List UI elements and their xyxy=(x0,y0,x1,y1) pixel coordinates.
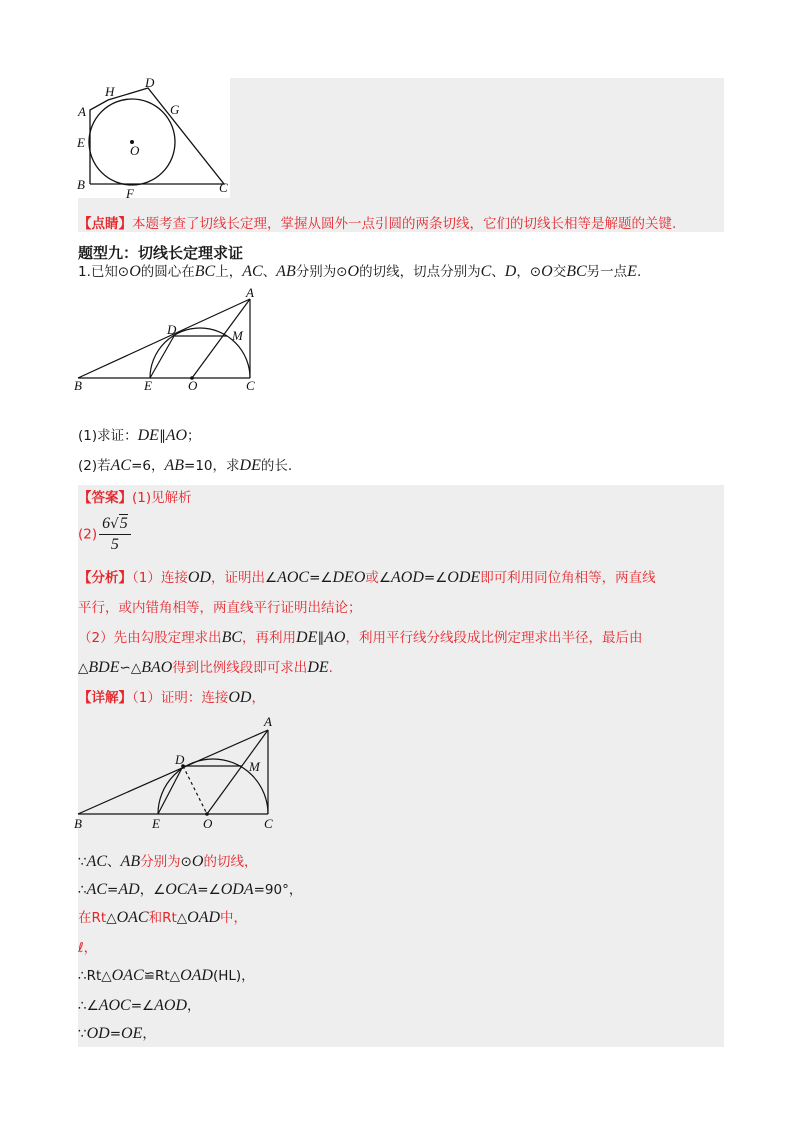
label-E: E xyxy=(152,816,160,831)
label-O: O xyxy=(203,816,213,831)
figure-problem xyxy=(72,288,272,394)
answer-line-1: 【答案】(1)见解析 xyxy=(78,490,192,506)
label-O: O xyxy=(188,378,198,393)
label-D: D xyxy=(167,322,177,337)
dianjing-text: 本题考查了切线长定理，掌握从圆外一点引圆的两条切线，它们的切线长相等是解题的关键. xyxy=(132,216,677,232)
dianjing-line xyxy=(78,214,676,234)
detail-tag: 【详解】 xyxy=(78,690,132,706)
detail-step-2: ∴AC=AD，∠OCA=∠ODA=90°， xyxy=(78,881,303,898)
analysis-line-3: （2）先由勾股定理求出BC，再利用DE∥AO，利用平行线分线段成比例定理求出半径，最后由 xyxy=(78,629,643,646)
detail-step-3: 在Rt△OAC和Rt△OAD中， xyxy=(78,909,248,926)
label-M: M xyxy=(232,328,243,343)
analysis-line-2: 平行，或内错角相等，两直线平行证明出结论； xyxy=(78,600,362,616)
detail-step-5: ∴Rt△OAC≌Rt△OAD(HL)， xyxy=(78,967,255,984)
analysis-tag: 【分析】 xyxy=(78,570,132,586)
detail-step-1: ∵AC、AB分别为⊙O的切线， xyxy=(78,853,258,870)
label-A: A xyxy=(264,714,272,729)
analysis-line-1: 【分析】（1）连接OD，证明出∠AOC=∠DEO或∠AOD=∠ODE即可利用同位角相等，两直线 xyxy=(78,569,656,586)
label-F: F xyxy=(126,186,134,198)
label-D: D xyxy=(145,78,155,90)
answer-line-2: (2) $\frac{6√5}{5}$ xyxy=(78,514,131,555)
problem-statement: 1.已知⊙O的圆心在BC上，AC、AB分别为⊙O的切线，切点分别为C、D，⊙O交BC另一点E. xyxy=(78,263,642,280)
label-C: C xyxy=(219,180,228,195)
answer-tag: 【答案】 xyxy=(78,490,132,506)
label-H: H xyxy=(105,84,115,99)
label-E: E xyxy=(77,135,85,150)
label-B: B xyxy=(74,816,82,831)
section-title: 题型九：切线长定理求证 xyxy=(78,244,244,262)
detail-step-4: ℓ， xyxy=(78,940,98,956)
label-C: C xyxy=(264,816,273,831)
label-B: B xyxy=(77,177,85,192)
analysis-line-4: △BDE∽△BAO得到比例线段即可求出DE. xyxy=(78,659,333,676)
label-O: O xyxy=(130,143,140,158)
question-1: (1)求证：DE∥AO； xyxy=(78,427,201,444)
label-M: M xyxy=(249,759,260,774)
detail-intro: 【详解】（1）证明：连接OD， xyxy=(78,689,265,706)
label-A: A xyxy=(246,288,254,300)
label-B: B xyxy=(74,378,82,393)
detail-step-6: ∴∠AOC=∠AOD， xyxy=(78,997,201,1014)
figure-solution xyxy=(72,714,284,836)
label-D: D xyxy=(175,752,185,767)
answer-fraction: $\frac{6√5}{5}$ xyxy=(99,514,131,555)
label-C: C xyxy=(246,378,255,393)
dianjing-tag: 【点睛】 xyxy=(78,216,132,232)
label-A: A xyxy=(78,104,86,119)
label-G: G xyxy=(170,102,180,117)
label-E: E xyxy=(144,378,152,393)
figure-tangent-quadrilateral xyxy=(76,78,230,198)
question-2: (2)若AC=6，AB=10，求DE的长. xyxy=(78,457,293,474)
detail-step-7: ∵OD=OE， xyxy=(78,1025,156,1042)
